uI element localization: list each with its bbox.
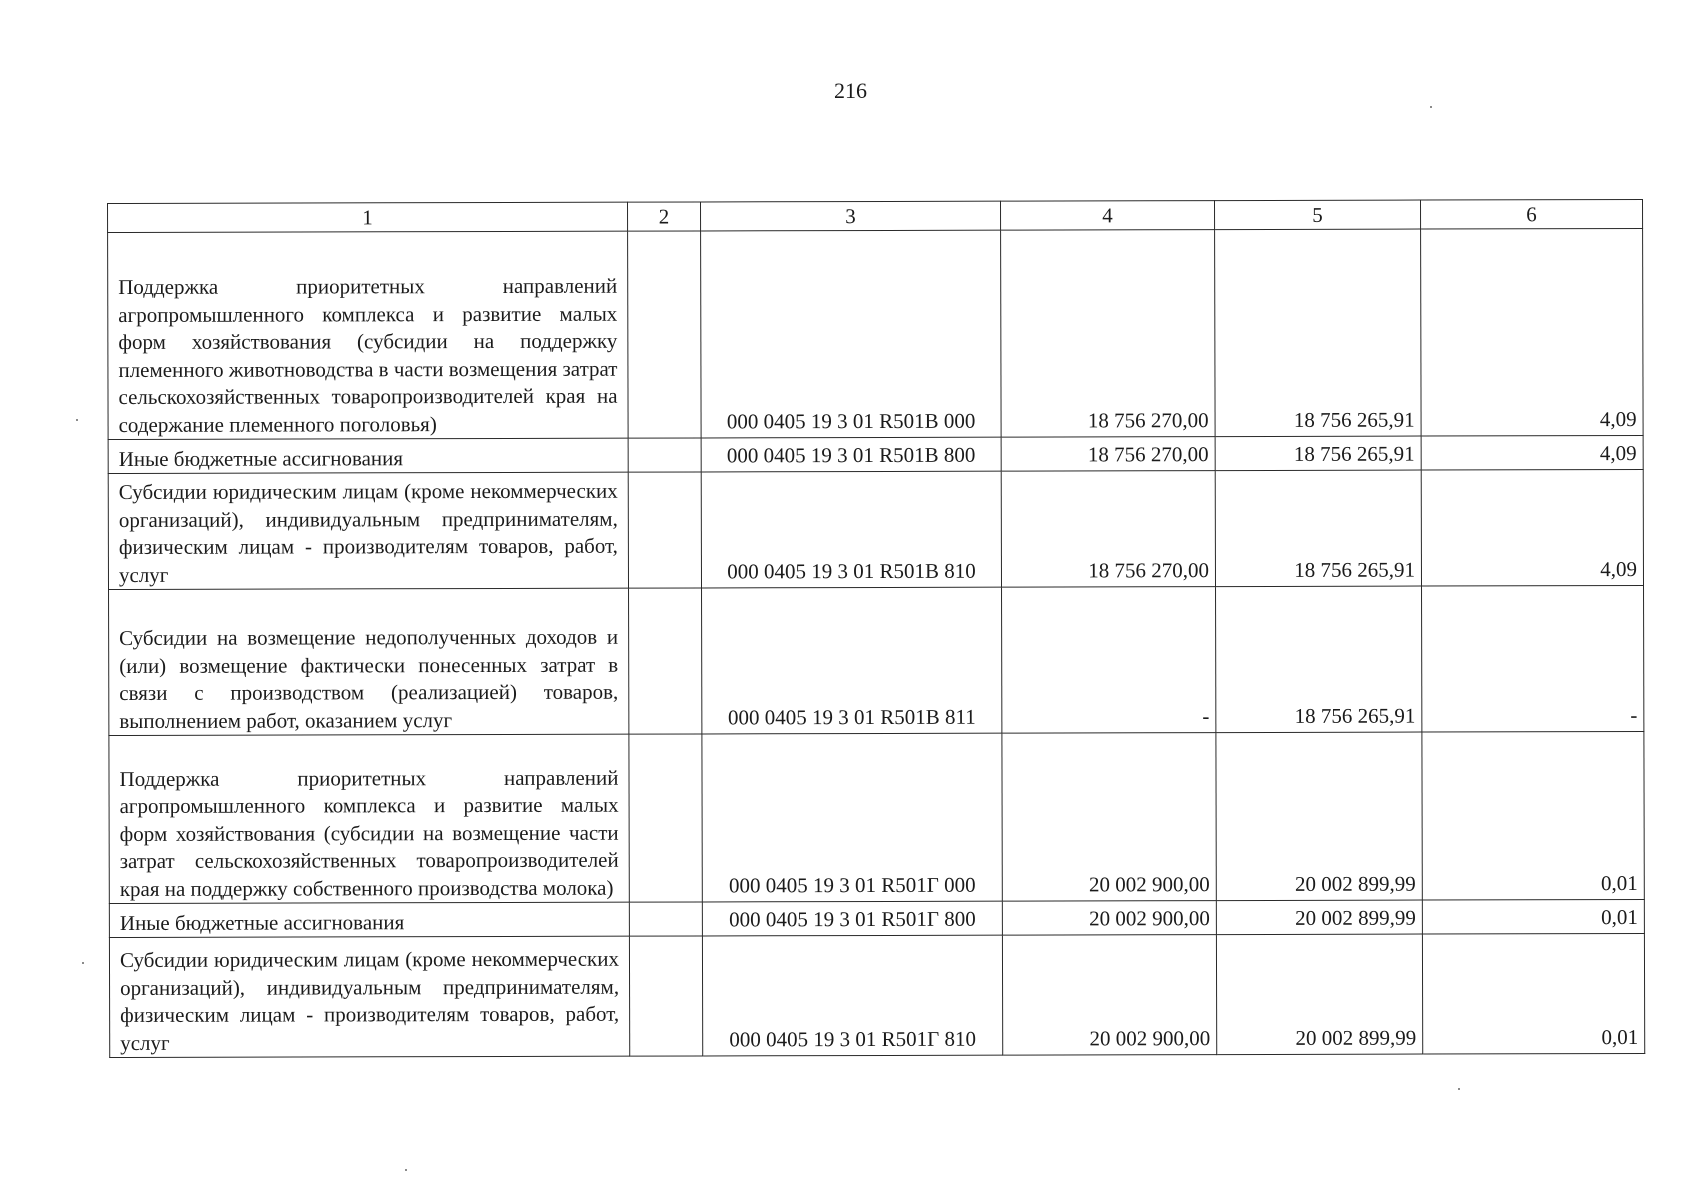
header-cell: 3 <box>700 201 1000 231</box>
budget-code: 000 0405 19 3 01 R501В 810 <box>701 471 1001 588</box>
expense-name: Поддержка приоритетных направлений агропромышленного комплекса и развитие малых форм хозяйствования (субсидии на поддержку племенного животноводства в части возмещения затрат сельскохозяйственных товаропроизводителей края на содержание племенного поголовья) <box>108 231 629 439</box>
planned-amount: - <box>1002 587 1216 734</box>
executed-amount: 18 756 265,91 <box>1216 586 1422 733</box>
expense-name: Иные бюджетные ассигнования <box>109 902 629 937</box>
difference-amount: 4,09 <box>1421 435 1643 470</box>
cell-col2 <box>629 902 702 936</box>
budget-code: 000 0405 19 3 01 R501В 811 <box>702 587 1002 734</box>
executed-amount: 20 002 899,99 <box>1216 934 1422 1055</box>
table-row <box>108 435 1643 473</box>
table-row <box>109 585 1644 735</box>
cell-col2 <box>628 438 701 472</box>
difference-amount: - <box>1422 585 1644 732</box>
cell-col2 <box>628 231 702 438</box>
difference-amount: 0,01 <box>1422 933 1644 1054</box>
planned-amount: 18 756 270,00 <box>1001 230 1216 438</box>
table-row <box>108 469 1643 589</box>
expense-name: Поддержка приоритетных направлений агропромышленного комплекса и развитие малых форм хозяйствования (субсидии на возмещение части затрат сельскохозяйственных товаропроизводителей края на поддержку собственного производства молока) <box>109 734 629 903</box>
difference-amount: 0,01 <box>1422 899 1644 934</box>
table-header-row <box>108 199 1643 232</box>
scan-speck <box>76 419 78 421</box>
executed-amount: 20 002 899,99 <box>1216 732 1422 901</box>
budget-execution-table <box>107 199 1645 1058</box>
budget-table-wrapper <box>107 199 1644 1058</box>
difference-amount: 0,01 <box>1422 731 1644 900</box>
cell-col2 <box>629 588 702 734</box>
table-row <box>109 731 1644 903</box>
table-row <box>109 933 1644 1057</box>
budget-code: 000 0405 19 3 01 R501В 800 <box>701 437 1001 472</box>
table-row <box>109 899 1644 937</box>
cell-col2 <box>629 734 702 902</box>
page-number: 216 <box>834 78 867 103</box>
expense-name: Иные бюджетные ассигнования <box>108 438 628 473</box>
budget-code: 000 0405 19 3 01 R501Г 810 <box>702 935 1002 1056</box>
budget-code: 000 0405 19 3 01 R501В 000 <box>701 230 1002 438</box>
expense-name: Субсидии юридическим лицам (кроме некоммерческих организаций), индивидуальным предпринимателям, физическим лицам - производителям товаров, работ, услуг <box>109 936 629 1057</box>
header-cell: 2 <box>627 202 700 231</box>
planned-amount: 20 002 900,00 <box>1002 901 1216 936</box>
planned-amount: 18 756 270,00 <box>1001 437 1215 472</box>
expense-name: Субсидии юридическим лицам (кроме некоммерческих организаций), индивидуальным предпринимателям, физическим лицам - производителям товаров, работ, услуг <box>108 472 628 589</box>
scan-speck <box>1430 106 1432 108</box>
budget-code: 000 0405 19 3 01 R501Г 800 <box>702 901 1002 936</box>
executed-amount: 20 002 899,99 <box>1216 900 1422 935</box>
executed-amount: 18 756 265,91 <box>1215 470 1421 587</box>
cell-col2 <box>629 936 702 1056</box>
cell-col2 <box>628 472 701 588</box>
scan-speck <box>405 1169 407 1171</box>
executed-amount: 18 756 265,91 <box>1215 229 1422 437</box>
header-cell: 5 <box>1214 200 1420 230</box>
header-cell: 1 <box>108 202 628 232</box>
difference-amount: 4,09 <box>1421 228 1644 436</box>
expense-name: Субсидии на возмещение недополученных доходов и (или) возмещение фактически понесенных затрат в связи с производством (реализацией) товаров, выполнением работ, оказанием услуг <box>109 588 629 735</box>
budget-code: 000 0405 19 3 01 R501Г 000 <box>702 733 1002 902</box>
difference-amount: 4,09 <box>1421 469 1643 586</box>
scan-speck <box>82 962 84 964</box>
executed-amount: 18 756 265,91 <box>1215 436 1421 471</box>
table-row <box>108 228 1644 439</box>
header-cell: 6 <box>1420 199 1642 229</box>
planned-amount: 18 756 270,00 <box>1001 471 1215 588</box>
header-cell: 4 <box>1000 201 1214 231</box>
planned-amount: 20 002 900,00 <box>1002 733 1216 902</box>
scan-speck <box>1458 1088 1460 1090</box>
planned-amount: 20 002 900,00 <box>1002 935 1216 1056</box>
